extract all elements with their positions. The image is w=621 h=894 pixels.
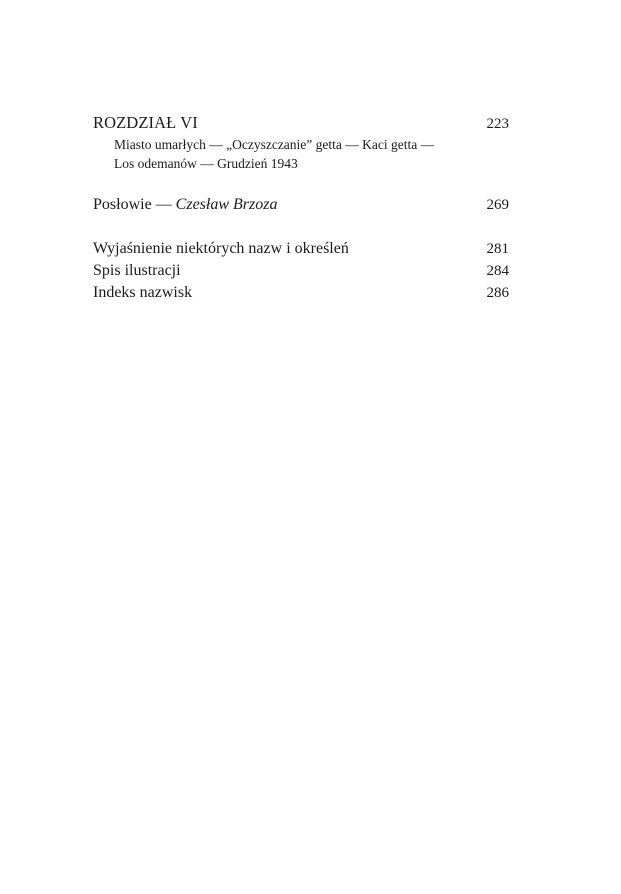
toc-appendix-list (93, 238, 509, 304)
afterword-title (93, 194, 277, 216)
chapter-subtitle-line-1: Miasto umarłych — „Oczyszczanie” getta — Kaci getta — (114, 137, 435, 152)
afterword-page-number: 269 (486, 197, 509, 213)
toc-row-illustrations (93, 260, 509, 282)
toc-entry-chapter-vi (93, 112, 509, 173)
afterword-label: Posłowie — (93, 196, 176, 213)
toc-entry-afterword (93, 194, 509, 216)
afterword-author: Czesław Brzoza (175, 196, 278, 213)
chapter-subtitle-line-2: Los odemanów — Grudzień 1943 (114, 156, 298, 171)
chapter-page-number: 223 (486, 116, 509, 132)
glossary-title: Wyjaśnienie niektórych nazw i określeń (93, 240, 349, 257)
glossary-page-number: 281 (486, 241, 509, 257)
toc-row-name-index (93, 282, 509, 304)
name-index-title: Indeks nazwisk (93, 284, 193, 301)
chapter-title: ROZDZIAŁ VI (93, 113, 198, 132)
illustrations-title: Spis ilustracji (93, 262, 181, 279)
toc-row-chapter-vi (93, 112, 509, 135)
toc-row-afterword (93, 194, 509, 216)
illustrations-page-number: 284 (486, 263, 509, 279)
name-index-page-number: 286 (486, 285, 509, 301)
toc-row-glossary (93, 238, 509, 260)
